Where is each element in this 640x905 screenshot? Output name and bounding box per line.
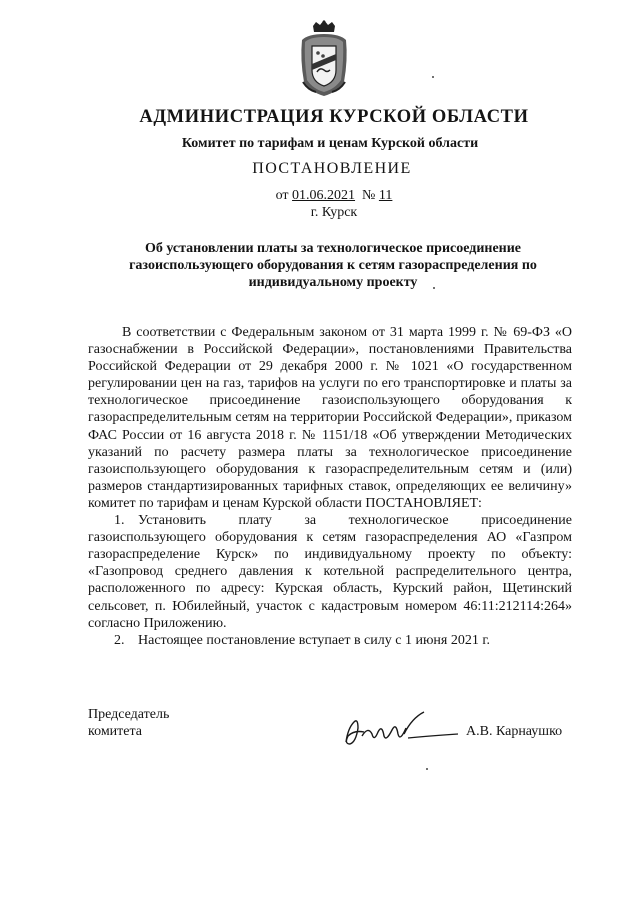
org-name: АДМИНИСТРАЦИЯ КУРСКОЙ ОБЛАСТИ: [139, 107, 529, 127]
position-line: комитета: [88, 724, 143, 739]
speck: [432, 76, 434, 78]
coat-of-arms-icon: [296, 20, 352, 98]
clause-1: [88, 512, 572, 632]
doc-date: 01.06.2021: [292, 188, 356, 203]
title-line: Об установлении платы за технологическое присоединение: [144, 241, 522, 256]
preamble-paragraph: В соответствии с Федеральным законом от 31 марта 1999 г. № 69-ФЗ «О газоснабжении в Российской Федерации», постановлениями Правительства Российской Федерации от 29 декабря 2000 г. № 1021 «О государственном регулировании цен на газ, тарифов на услуги по его транспортировке и платы за технологическое присоединение газоиспользующего оборудования к газораспределительным сетям на территории Российской Федерации», приказом ФАС России от 16 августа 2018 г. № 1151/18 «Об утверждении Методических указаний по расчету размера платы за технологическое присоединение газоиспользующего оборудования к газораспределительным сетям и (или) размеров стандартизированных тарифных ставок, определяющих ее величину» комитет по тарифам и ценам Курской области ПОСТАНОВЛЯЕТ:: [88, 325, 572, 511]
title-line: газоиспользующего оборудования к сетям газораспределения по: [129, 258, 537, 273]
speck: [426, 768, 428, 770]
committee-name: Комитет по тарифам и ценам Курской области: [181, 136, 479, 151]
doc-title: [13, 240, 640, 291]
doc-type: ПОСТАНОВЛЕНИЕ: [252, 160, 412, 177]
signatory-position: [88, 706, 169, 740]
position-line: Председатель: [88, 707, 170, 722]
clause-text: Установить плату за технологическое присоединение газоиспользующего оборудования к сетям газораспределения АО «Газпром газораспределение Курск» по индивидуальному проекту по объекту: «Газопровод среднего давления к котельной распределительного центра, расположенного по адресу: Курская область, Курский район, Щетинский сельсовет, п. Юбилейный, участок с кадастровым номером 46:11:212114:264» согласно Приложению.: [88, 513, 572, 631]
number-prefix: №: [362, 188, 376, 203]
city: г. Курск: [310, 205, 358, 220]
document-body: [88, 324, 572, 649]
clause-2: [88, 632, 572, 649]
title-line: индивидуальному проекту: [248, 275, 418, 290]
clause-number: 1.: [114, 513, 125, 529]
handwritten-signature: [338, 708, 462, 752]
clause-number: 2.: [114, 632, 125, 648]
signatory-name: А.В. Карнаушко: [466, 724, 563, 739]
date-prefix: от: [275, 188, 289, 203]
doc-number: 11: [378, 188, 393, 203]
clause-text: Настоящее постановление вступает в силу с 1 июня 2021 г.: [138, 632, 491, 648]
speck: [433, 287, 435, 289]
date-line: [14, 188, 640, 204]
